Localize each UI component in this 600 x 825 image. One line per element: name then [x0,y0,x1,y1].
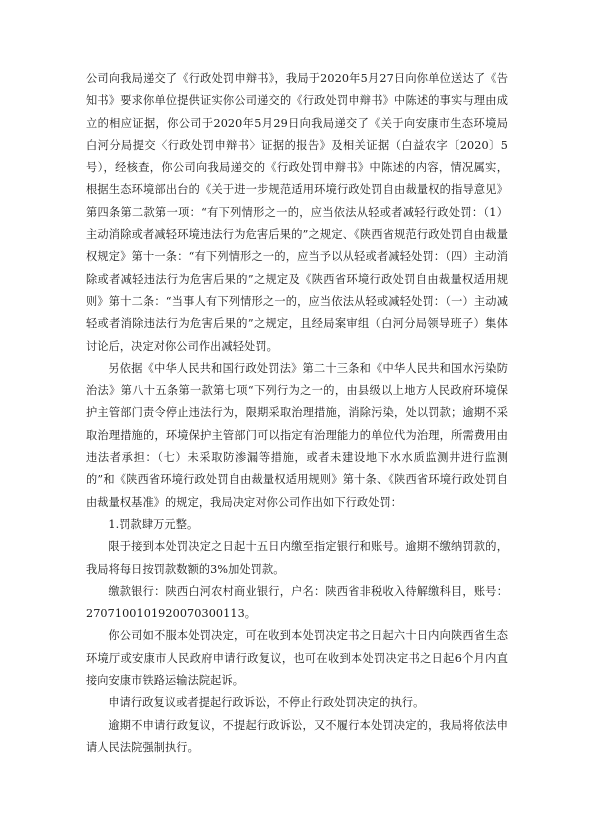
paragraph-enforcement: 逾期不申请行政复议，不提起行政诉讼，又不履行本处罚决定的，我局将依法申请人民法院强制执行。 [86,718,508,754]
paragraph-fine-amount: 1.罚款肆万元整。 [108,517,199,531]
paragraph-no-suspension: 申请行政复议或者提起行政诉讼，不停止行政处罚决定的执行。 [108,696,425,710]
paragraph-penalty-reduction-basis: 公司向我局递交了《行政处罚申辩书》，我局于2020年5月27日向你单位送达了《告知书》要求你单位提供证实你公司递交的《行政处罚申辩书》中陈述的事实与理由成立的相应证据，你公司于2020年5月29日向我局递交了《关于向安康市生态环境局白河分局提交〈行政处罚申辩书〉证据的报告》及相关证据（白益农字〔2020〕5号），经核查，你公司向我局递交的《行政处罚申辩书》中陈述的内容，情况属实，根据生态环境部出台的《关于进一步规范适用环境行政处罚自由裁量权的指导意见》第四条第二款第一项：“有下列情形之一的，应当依法从轻或者减轻行政处罚：（1）主动消除或者减轻环境违法行为危害后果的”之规定、《陕西省规范行政处罚自由裁量权规定》第十一条：“有下列情形之一的，应当予以从轻或者减轻处罚：（四）主动消除或者减轻违法行为危害后果的”之规定及《陕西省环境行政处罚自由裁量权适用规则》第十二条：“当事人有下列情形之一的，应当依法从轻或减轻处罚：（一）主动减轻或者消除违法行为危害后果的”之规定，且经局案审组（白河分局领导班子）集体讨论后，决定对你公司作出减轻处罚。 [86,72,508,353]
paragraph-legal-basis: 另依据《中华人民共和国行政处罚法》第二十三条和《中华人民共和国水污染防治法》第八十五条第一款第七项“下列行为之一的，由县级以上地方人民政府环境保护主管部门责令停止违法行为，限期采取治理措施，消除污染，处以罚款；逾期不采取治理措施的，环境保护主管部门可以指定有治理能力的单位代为治理，所需费用由违法者承担：（七）未采取防渗漏等措施，或者未建设地下水水质监测井进行监测的”和《陕西省环境行政处罚自由裁量权适用规则》第十条、《陕西省环境行政处罚自由裁量权基准》的规定，我局决定对你公司作出如下行政处罚： [86,361,508,509]
paragraph-payment-deadline: 限于接到本处罚决定之日起十五日内缴至指定银行和账号。逾期不缴纳罚款的，我局将每日按罚款数额的3%加处罚款。 [86,540,508,576]
paragraph-appeal-rights: 你公司如不服本处罚决定，可在收到本处罚决定书之日起六十日内向陕西省生态环境厅或安康市人民政府申请行政复议，也可在收到本处罚决定书之日起6个月内直接向安康市铁路运输法院起诉。 [86,629,508,688]
paragraph-payment-bank: 缴款银行：陕西白河农村商业银行，户名：陕西省非税收入待解缴科目，账号：2707100101920070300113。 [86,584,508,621]
